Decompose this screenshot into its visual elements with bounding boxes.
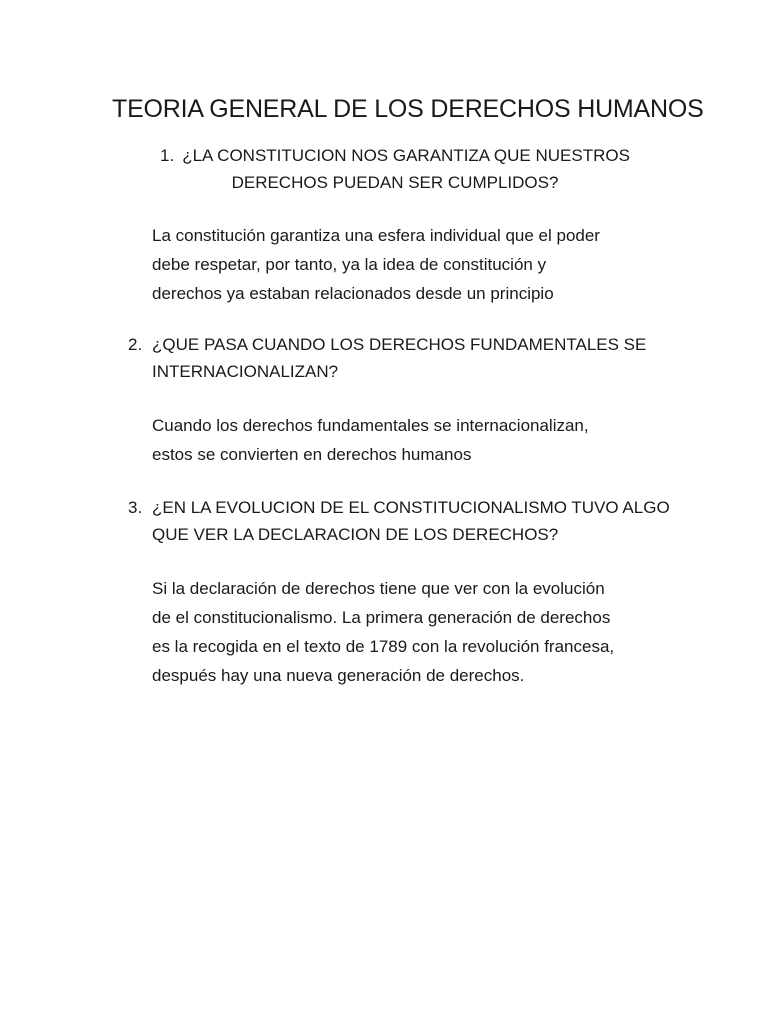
- question-2-number: 2.: [128, 335, 143, 354]
- answer-2-line-1: Cuando los derechos fundamentales se internacionalizan,: [152, 416, 589, 435]
- question-1-line-1: ¿LA CONSTITUCION NOS GARANTIZA QUE NUESTROS: [182, 146, 630, 165]
- answer-2: [152, 411, 672, 469]
- question-1-number: 1.: [160, 146, 175, 165]
- answer-1-line-2: debe respetar, por tanto, ya la idea de constitución y: [152, 255, 547, 274]
- question-3-line-2: QUE VER LA DECLARACION DE LOS DERECHOS?: [152, 525, 559, 544]
- question-2-line-2: INTERNACIONALIZAN?: [152, 362, 339, 381]
- question-1-line-2: DERECHOS PUEDAN SER CUMPLIDOS?: [231, 173, 559, 192]
- answer-3: [152, 574, 672, 690]
- answer-3-line-1: Si la declaración de derechos tiene que ver con la evolución: [152, 579, 605, 598]
- question-1: [140, 142, 650, 196]
- question-3: [128, 494, 688, 548]
- answer-3-line-4: después hay una nueva generación de derechos.: [152, 666, 525, 685]
- answer-2-line-2: estos se convierten en derechos humanos: [152, 445, 472, 464]
- question-2-line-1: ¿QUE PASA CUANDO LOS DERECHOS FUNDAMENTALES SE: [152, 335, 647, 354]
- answer-1: [152, 221, 672, 308]
- answer-1-line-1: La constitución garantiza una esfera individual que el poder: [152, 226, 600, 245]
- document-title: TEORIA GENERAL DE LOS DERECHOS HUMANOS: [112, 95, 704, 123]
- question-3-line-1: ¿EN LA EVOLUCION DE EL CONSTITUCIONALISMO TUVO ALGO: [152, 498, 670, 517]
- answer-3-line-2: de el constitucionalismo. La primera generación de derechos: [152, 608, 611, 627]
- question-3-number: 3.: [128, 498, 143, 517]
- question-2: [128, 331, 688, 385]
- answer-3-line-3: es la recogida en el texto de 1789 con la revolución francesa,: [152, 637, 615, 656]
- answer-1-line-3: derechos ya estaban relacionados desde un principio: [152, 284, 554, 303]
